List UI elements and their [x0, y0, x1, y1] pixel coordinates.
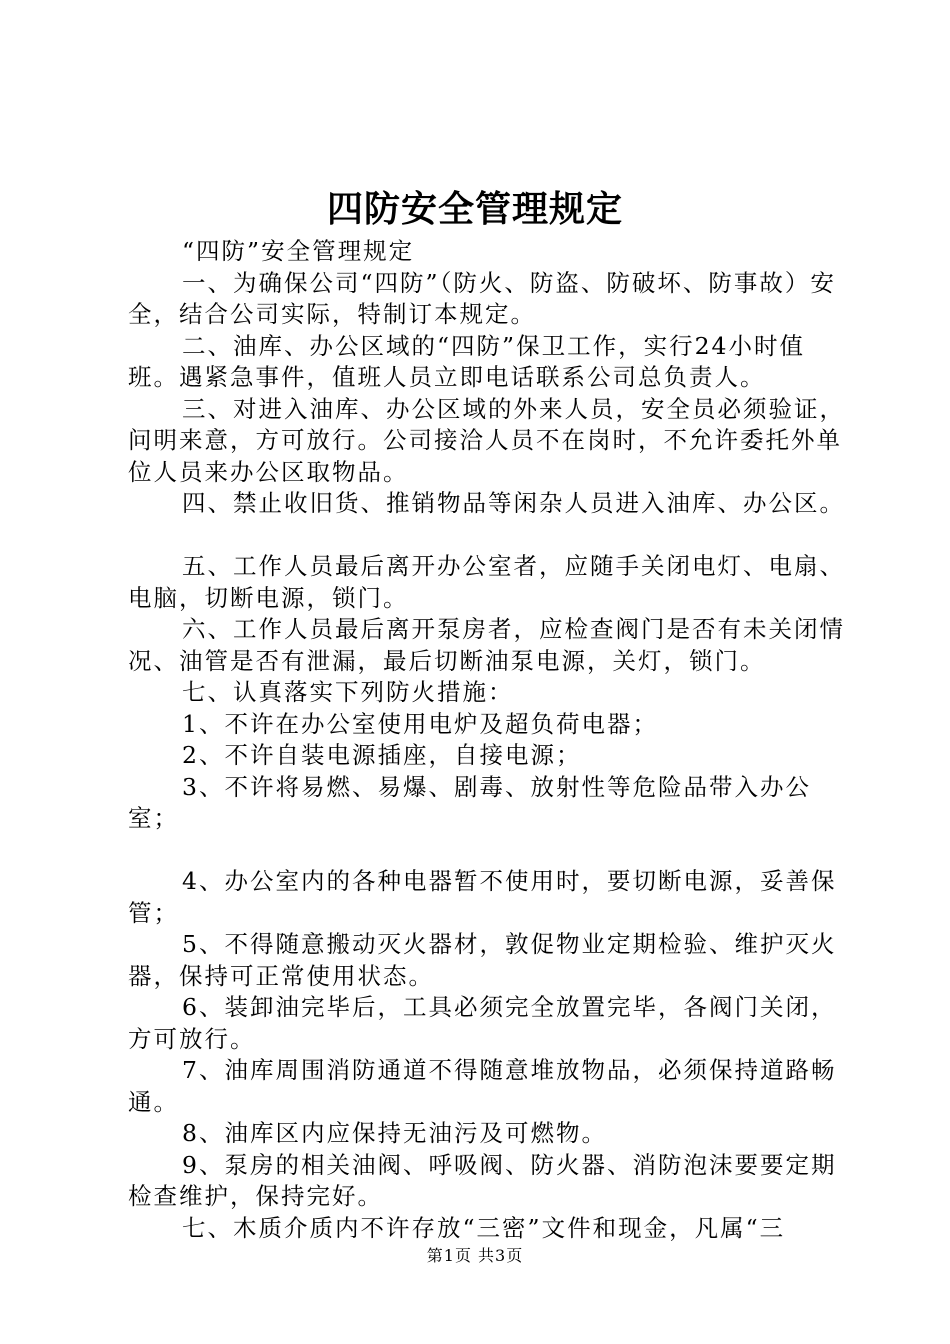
list-item-8: 8、油库区内应保持无油污及可燃物。	[182, 1119, 607, 1147]
list-item-5: 5、不得随意搬动灭火器材，敦促物业定期检验、维护灭火器，保持可正常使用状态。	[128, 930, 837, 990]
paragraph-7: 七、认真落实下列防火措施：	[182, 678, 514, 706]
list-item-1: 1、不许在办公室使用电炉及超负荷电器；	[182, 709, 658, 738]
list-item-6: 6、装卸油完毕后，工具必须完全放置完毕，各阀门关闭，方可放行。	[128, 993, 837, 1053]
paragraph-3: 三、对进入油库、办公区域的外来人员，安全员必须验证，问明来意，方可放行。公司接洽人员不在岗时，不允许委托外单位人员来办公区取物品。	[128, 394, 846, 486]
list-item-7: 7、油库周围消防通道不得随意堆放物品，必须保持道路畅通。	[128, 1056, 837, 1116]
paragraph-2: 二、油库、办公区域的“四防”保卫工作，实行24小时值班。遇紧急事件，值班人员立即电话联系公司总负责人。	[128, 331, 805, 391]
paragraph-5: 五、工作人员最后离开办公室者，应随手关闭电灯、电扇、电脑，切断电源，锁门。	[128, 552, 846, 612]
document-title: 四防安全管理规定	[326, 188, 623, 230]
page-number-footer: 第1页 共3页	[426, 1246, 524, 1265]
list-item-2: 2、不许自装电源插座，自接电源；	[182, 741, 582, 769]
paragraph-6: 六、工作人员最后离开泵房者，应检查阀门是否有未关闭情况、油管是否有泄漏，最后切断油泵电源，关灯，锁门。	[128, 615, 846, 675]
paragraph-subtitle: “四防”安全管理规定	[182, 237, 415, 265]
list-item-4: 4、办公室内的各种电器暂不使用时，要切断电源，妥善保管；	[128, 867, 837, 927]
paragraph-1: 一、为确保公司“四防”（防火、防盗、防破坏、防事故）安全，结合公司实际，特制订本规定。	[128, 268, 836, 328]
paragraph-4: 四、禁止收旧货、推销物品等闲杂人员进入油库、办公区。	[182, 489, 846, 517]
list-item-9: 9、泵房的相关油阀、呼吸阀、防火器、消防泡沫要要定期检查维护，保持完好。	[128, 1150, 837, 1210]
list-item-3: 3、不许将易燃、易爆、剧毒、放射性等危险品带入办公室；	[128, 772, 811, 832]
document-body	[128, 236, 850, 1244]
paragraph-8: 七、木质介质内不许存放“三密”文件和现金，凡属“三	[182, 1213, 786, 1242]
